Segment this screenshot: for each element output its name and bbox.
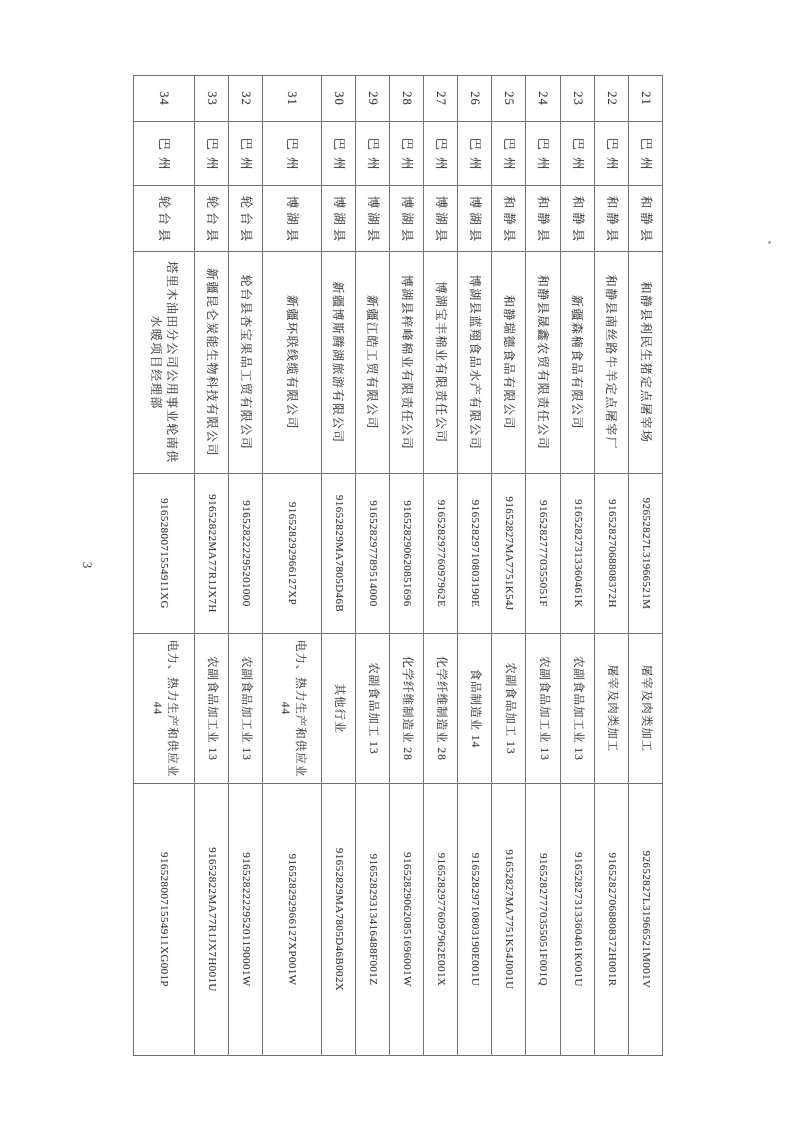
cell-account-code: 9165280071554911XG001P <box>134 784 195 1056</box>
table-row <box>134 76 195 1056</box>
cell-industry: 其他行业 <box>321 634 355 784</box>
cell-prefecture: 巴州 <box>389 122 423 186</box>
table-row <box>229 76 263 1056</box>
cell-industry: 电力、热力生产和供应业 44 <box>134 634 195 784</box>
cell-row-number: 26 <box>458 76 492 122</box>
cell-industry: 农副食品加工业 13 <box>560 634 594 784</box>
cell-row-number: 21 <box>628 76 662 122</box>
cell-credit-code: 9165280071554911XG <box>134 474 195 634</box>
cell-row-number: 34 <box>134 76 195 122</box>
cell-county: 轮台县 <box>229 186 263 252</box>
cell-industry: 化学纤维制造业 28 <box>424 634 458 784</box>
table-row <box>458 76 492 1056</box>
cell-industry: 农副食品加工 13 <box>492 634 526 784</box>
cell-industry: 屠宰及肉类加工 <box>594 634 628 784</box>
cell-industry: 农副食品加工业 13 <box>526 634 560 784</box>
cell-industry: 化学纤维制造业 28 <box>389 634 423 784</box>
cell-industry: 农副食品加工业 13 <box>194 634 228 784</box>
cell-industry: 农副食品加工业 13 <box>229 634 263 784</box>
cell-account-code: 916528292966127XP001W <box>263 784 321 1056</box>
cell-company-name: 塔里木油田分公司公用事业轮南供水暖项目经理部 <box>134 252 195 474</box>
cell-company-name: 新疆森楠食品有限公司 <box>560 252 594 474</box>
cell-credit-code: 916528297789514000 <box>355 474 389 634</box>
cell-company-name: 博湖县蓝翔食品水产有限公司 <box>458 252 492 474</box>
cell-account-code: 916528290620851696001W <box>389 784 423 1056</box>
cell-industry: 屠宰及肉类加工 <box>628 634 662 784</box>
cell-credit-code: 91652827068808372H <box>594 474 628 634</box>
cell-prefecture: 巴州 <box>229 122 263 186</box>
table-body <box>134 76 663 1056</box>
cell-row-number: 28 <box>389 76 423 122</box>
table-row <box>355 76 389 1056</box>
cell-row-number: 33 <box>194 76 228 122</box>
cell-company-name: 新疆环联线缆有限公司 <box>263 252 321 474</box>
cell-county: 博湖县 <box>321 186 355 252</box>
scan-speck <box>768 241 771 244</box>
cell-account-code: 91652827MA7751K54J001U <box>492 784 526 1056</box>
cell-county: 博湖县 <box>389 186 423 252</box>
cell-industry: 食品制造业 14 <box>458 634 492 784</box>
cell-county: 博湖县 <box>355 186 389 252</box>
cell-company-name: 和静县利民生猪定点屠宰场 <box>628 252 662 474</box>
cell-row-number: 30 <box>321 76 355 122</box>
cell-credit-code: 916528292966127XP <box>263 474 321 634</box>
cell-company-name: 博湖宝丰棉业有限责任公司 <box>424 252 458 474</box>
cell-county: 博湖县 <box>458 186 492 252</box>
cell-company-name: 新疆博斯腾湖旅游有限公司 <box>321 252 355 474</box>
cell-company-name: 和静县晟鑫农贸有限责任公司 <box>526 252 560 474</box>
cell-prefecture: 巴州 <box>424 122 458 186</box>
cell-county: 和静县 <box>492 186 526 252</box>
cell-prefecture: 巴州 <box>263 122 321 186</box>
cell-credit-code: 92652827L31966521M <box>628 474 662 634</box>
table-row <box>424 76 458 1056</box>
cell-row-number: 29 <box>355 76 389 122</box>
cell-credit-code: 91652829776097962E <box>424 474 458 634</box>
cell-account-code: 916528222295201190001W <box>229 784 263 1056</box>
cell-prefecture: 巴州 <box>355 122 389 186</box>
cell-row-number: 32 <box>229 76 263 122</box>
table-row <box>526 76 560 1056</box>
cell-prefecture: 巴州 <box>594 122 628 186</box>
cell-credit-code: 91652827MA7751K54J <box>492 474 526 634</box>
cell-account-code: 91652827068808372H001R <box>594 784 628 1056</box>
cell-county: 和静县 <box>526 186 560 252</box>
cell-company-name: 博湖县梓峰棉业有限责任公司 <box>389 252 423 474</box>
cell-company-name: 新疆江皓工贸有限公司 <box>355 252 389 474</box>
cell-credit-code: 91652822MA77R1JX7H <box>194 474 228 634</box>
cell-credit-code: 91652829MA7805D46B <box>321 474 355 634</box>
cell-row-number: 31 <box>263 76 321 122</box>
cell-county: 轮台县 <box>194 186 228 252</box>
cell-prefecture: 巴州 <box>628 122 662 186</box>
page-number: 3 <box>80 561 95 569</box>
cell-prefecture: 巴州 <box>321 122 355 186</box>
table-row <box>263 76 321 1056</box>
cell-prefecture: 巴州 <box>194 122 228 186</box>
table-row <box>194 76 228 1056</box>
cell-company-name: 新疆昆仑炭能生物科技有限公司 <box>194 252 228 474</box>
cell-industry: 电力、热力生产和供应业 44 <box>263 634 321 784</box>
cell-county: 和静县 <box>560 186 594 252</box>
table-row <box>560 76 594 1056</box>
cell-account-code: 91652829313416488F001Z <box>355 784 389 1056</box>
cell-county: 和静县 <box>628 186 662 252</box>
cell-credit-code: 91652827770355051F <box>526 474 560 634</box>
cell-company-name: 轮台县杏宝果品工贸有限公司 <box>229 252 263 474</box>
company-table <box>133 75 663 1056</box>
cell-account-code: 91652829710803190E001U <box>458 784 492 1056</box>
table-row <box>321 76 355 1056</box>
cell-credit-code: 91652827313360461K <box>560 474 594 634</box>
cell-account-code: 91652829MA7805D46B002X <box>321 784 355 1056</box>
cell-account-code: 91652827313360461K001U <box>560 784 594 1056</box>
cell-row-number: 23 <box>560 76 594 122</box>
cell-company-name: 和静县南丝路牛羊定点屠宰厂 <box>594 252 628 474</box>
cell-prefecture: 巴州 <box>458 122 492 186</box>
cell-credit-code: 916528290620851696 <box>389 474 423 634</box>
cell-prefecture: 巴州 <box>134 122 195 186</box>
table-row <box>594 76 628 1056</box>
cell-prefecture: 巴州 <box>560 122 594 186</box>
cell-row-number: 27 <box>424 76 458 122</box>
cell-credit-code: 91652829710803190E <box>458 474 492 634</box>
cell-account-code: 91652829776097962E001X <box>424 784 458 1056</box>
cell-county: 和静县 <box>594 186 628 252</box>
table-row <box>628 76 662 1056</box>
cell-row-number: 22 <box>594 76 628 122</box>
table-row <box>492 76 526 1056</box>
rotated-table-container <box>80 75 663 1055</box>
cell-account-code: 92652827L31966521M001V <box>628 784 662 1056</box>
cell-credit-code: 916528222295201000 <box>229 474 263 634</box>
cell-company-name: 和静瑞德食品有限公司 <box>492 252 526 474</box>
cell-county: 轮台县 <box>134 186 195 252</box>
cell-county: 博湖县 <box>263 186 321 252</box>
cell-prefecture: 巴州 <box>526 122 560 186</box>
cell-account-code: 91652822MA77R1JX7H001U <box>194 784 228 1056</box>
cell-account-code: 91652827770355051F001Q <box>526 784 560 1056</box>
cell-row-number: 24 <box>526 76 560 122</box>
cell-industry: 农副食品加工 13 <box>355 634 389 784</box>
cell-prefecture: 巴州 <box>492 122 526 186</box>
table-row <box>389 76 423 1056</box>
cell-row-number: 25 <box>492 76 526 122</box>
cell-county: 博湖县 <box>424 186 458 252</box>
